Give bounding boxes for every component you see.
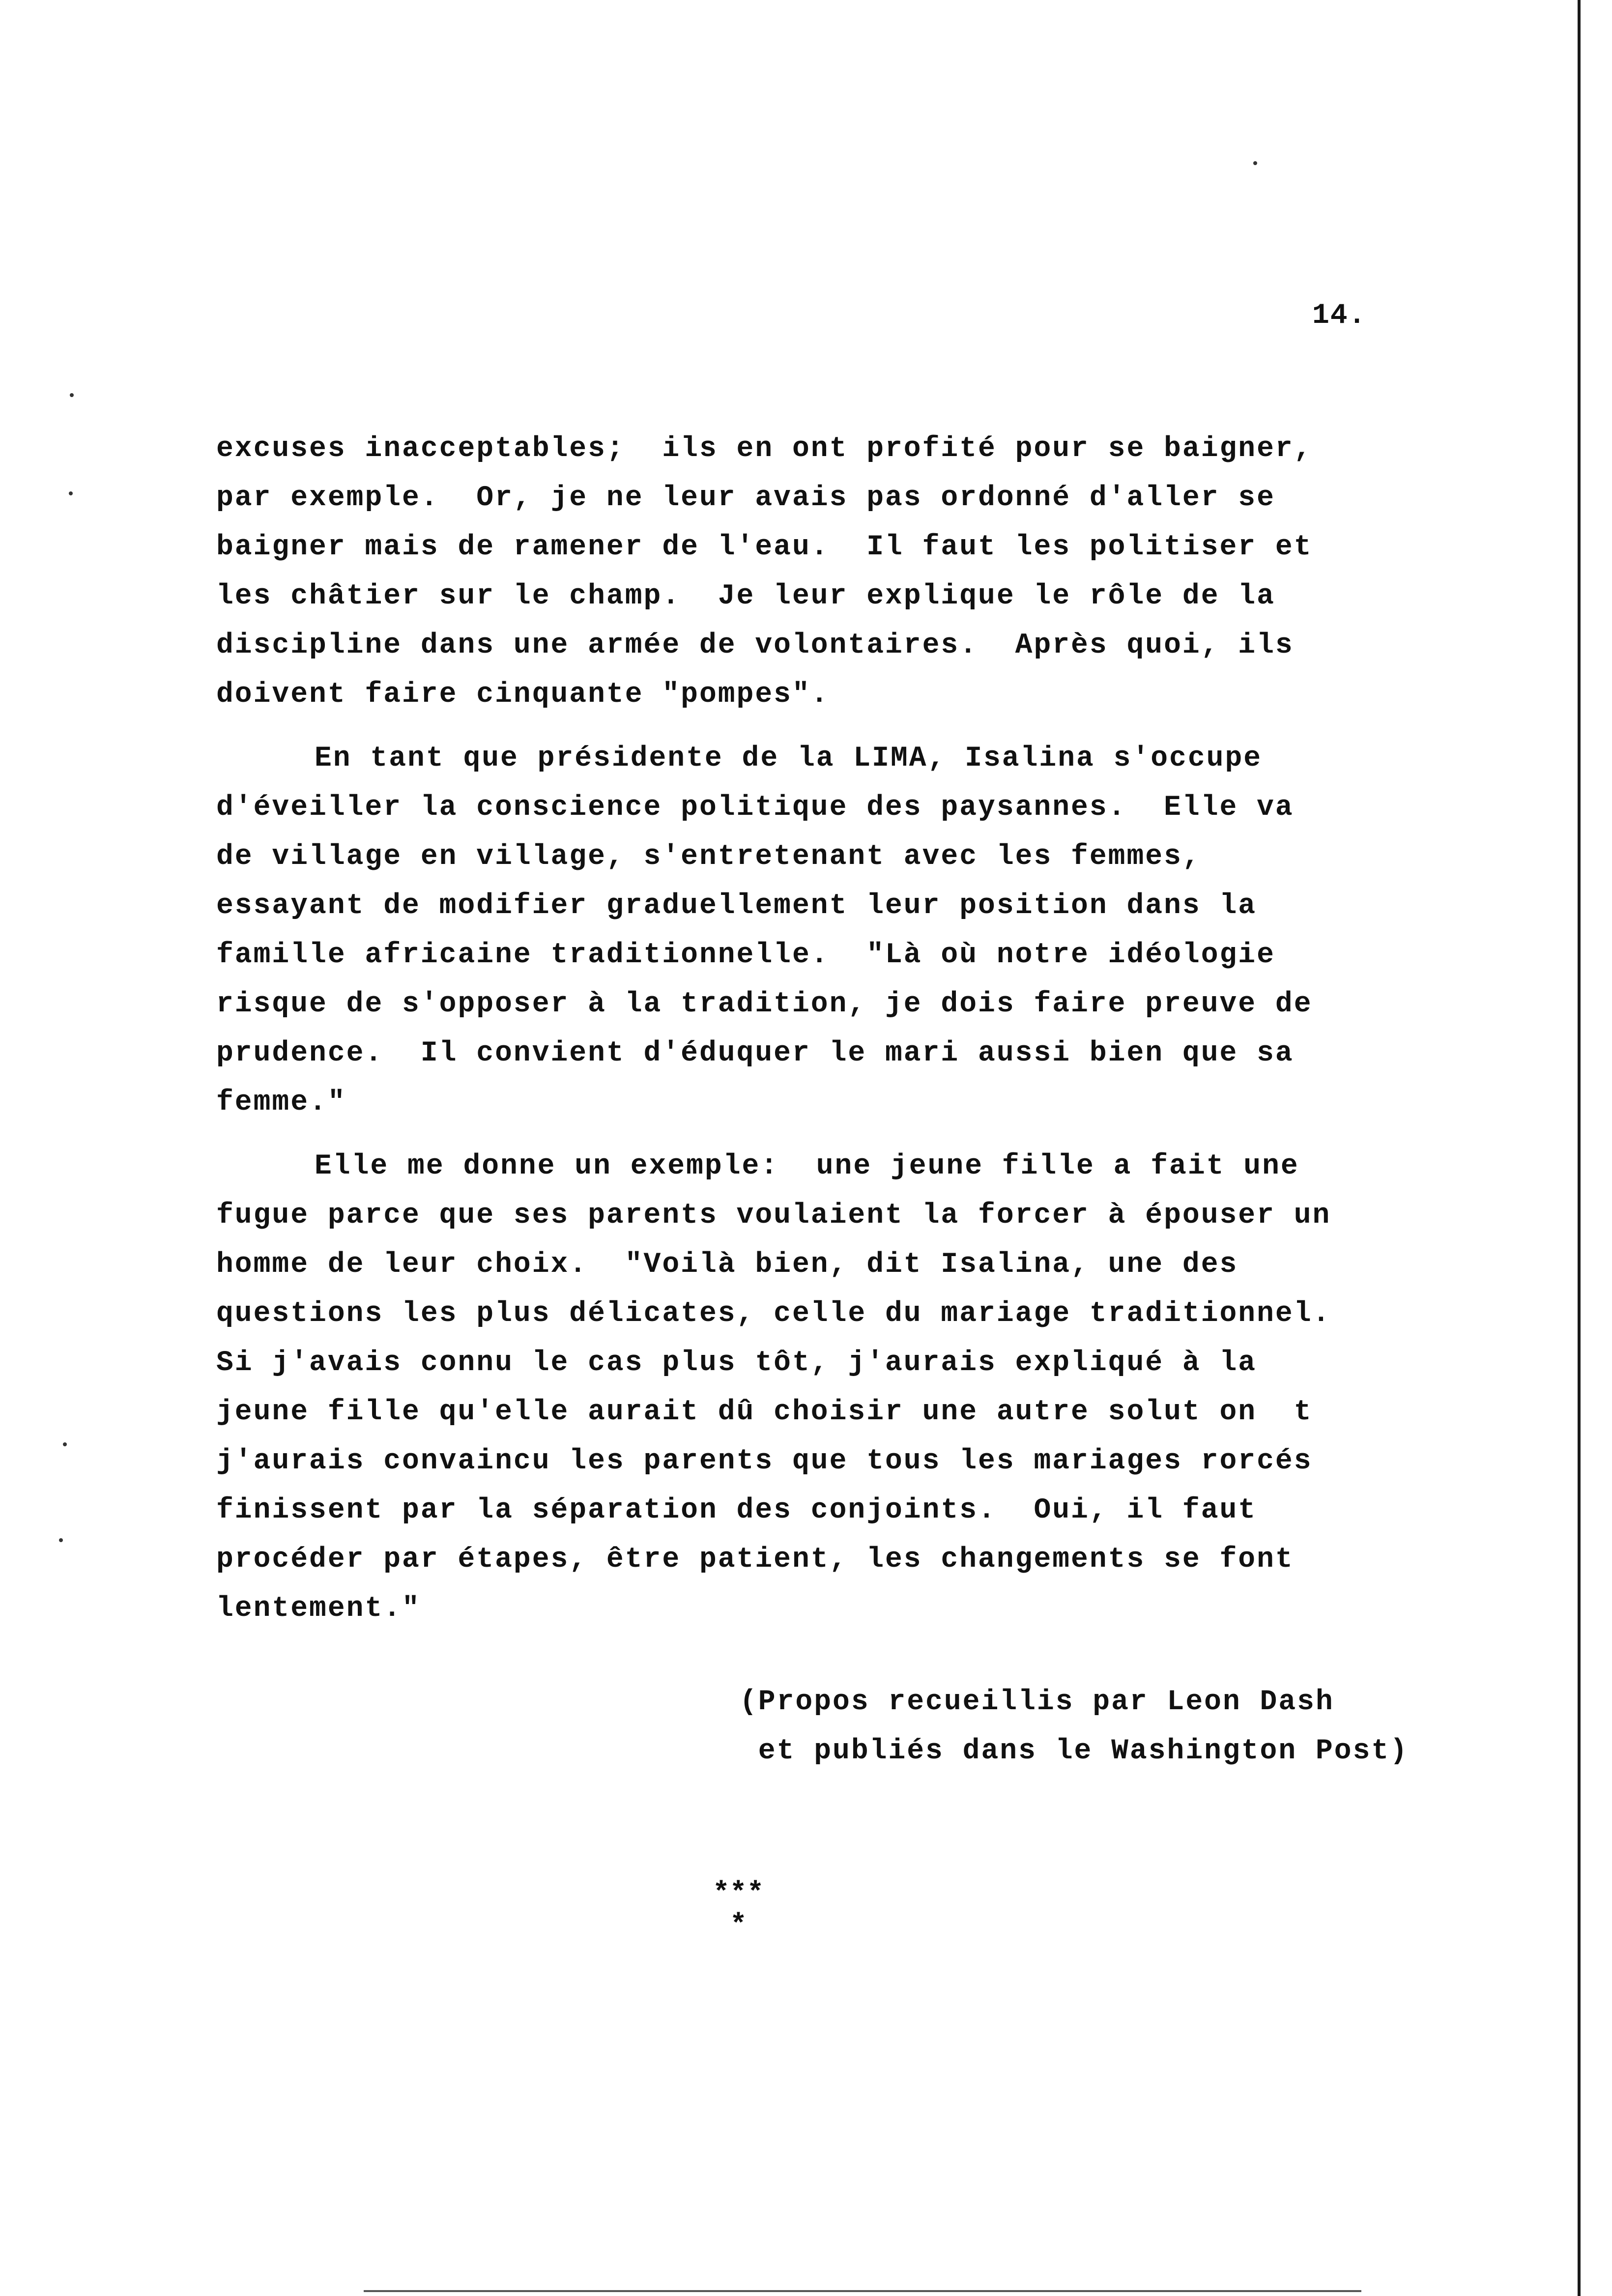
text-line: j'aurais convaincu les parents que tous les mariages rorcés xyxy=(216,1445,1313,1477)
attribution-line: (Propos recueillis par Leon Dash xyxy=(740,1686,1334,1718)
text-line: discipline dans une armée de volontaires. Après quoi, ils xyxy=(216,630,1294,661)
scan-speck xyxy=(59,1538,63,1542)
text-line: de village en village, s'entretenant avec les femmes, xyxy=(216,841,1201,873)
text-line: Si j'avais connu le cas plus tôt, j'aurais expliqué à la xyxy=(216,1347,1257,1379)
separator-star: * xyxy=(730,1910,747,1942)
text-line: d'éveiller la conscience politique des paysannes. Elle va xyxy=(216,792,1294,824)
text-line: par exemple. Or, je ne leur avais pas ordonné d'aller se xyxy=(216,482,1275,514)
text-line: jeune fille qu'elle aurait dû choisir une autre solut on t xyxy=(216,1396,1313,1428)
text-line: baigner mais de ramener de l'eau. Il faut les politiser et xyxy=(216,531,1313,563)
page-bottom-border xyxy=(364,2290,1361,2292)
scan-speck xyxy=(1253,161,1257,165)
scan-speck xyxy=(69,491,73,495)
page-right-border xyxy=(1578,0,1581,2296)
text-line: En tant que présidente de la LIMA, Isalina s'occupe xyxy=(315,743,1263,775)
text-line: prudence. Il convient d'éduquer le mari aussi bien que sa xyxy=(216,1037,1294,1069)
text-line: lentement." xyxy=(216,1593,421,1625)
page-number: 14. xyxy=(1312,300,1367,332)
text-line: excuses inacceptables; ils en ont profité pour se baigner, xyxy=(216,433,1313,465)
text-line: procéder par étapes, être patient, les changements se font xyxy=(216,1544,1294,1576)
attribution-line: et publiés dans le Washington Post) xyxy=(740,1735,1409,1767)
text-line: finissent par la séparation des conjoints. Oui, il faut xyxy=(216,1494,1257,1526)
text-line: essayant de modifier graduellement leur position dans la xyxy=(216,890,1257,922)
separator-stars: *** xyxy=(713,1878,764,1910)
text-line: questions les plus délicates, celle du mariage traditionnel. xyxy=(216,1298,1331,1330)
text-line: les châtier sur le champ. Je leur explique le rôle de la xyxy=(216,580,1275,612)
scan-speck xyxy=(70,393,74,397)
text-line: homme de leur choix. "Voilà bien, dit Isalina, une des xyxy=(216,1249,1238,1281)
scan-speck xyxy=(63,1442,67,1446)
text-line: Elle me donne un exemple: une jeune fille a fait une xyxy=(315,1150,1299,1182)
text-line: famille africaine traditionnelle. "Là où notre idéologie xyxy=(216,939,1275,971)
text-line: doivent faire cinquante "pompes". xyxy=(216,679,830,711)
text-line: fugue parce que ses parents voulaient la forcer à épouser un xyxy=(216,1200,1331,1232)
text-line: risque de s'opposer à la tradition, je dois faire preuve de xyxy=(216,988,1313,1020)
text-line: femme." xyxy=(216,1087,346,1119)
